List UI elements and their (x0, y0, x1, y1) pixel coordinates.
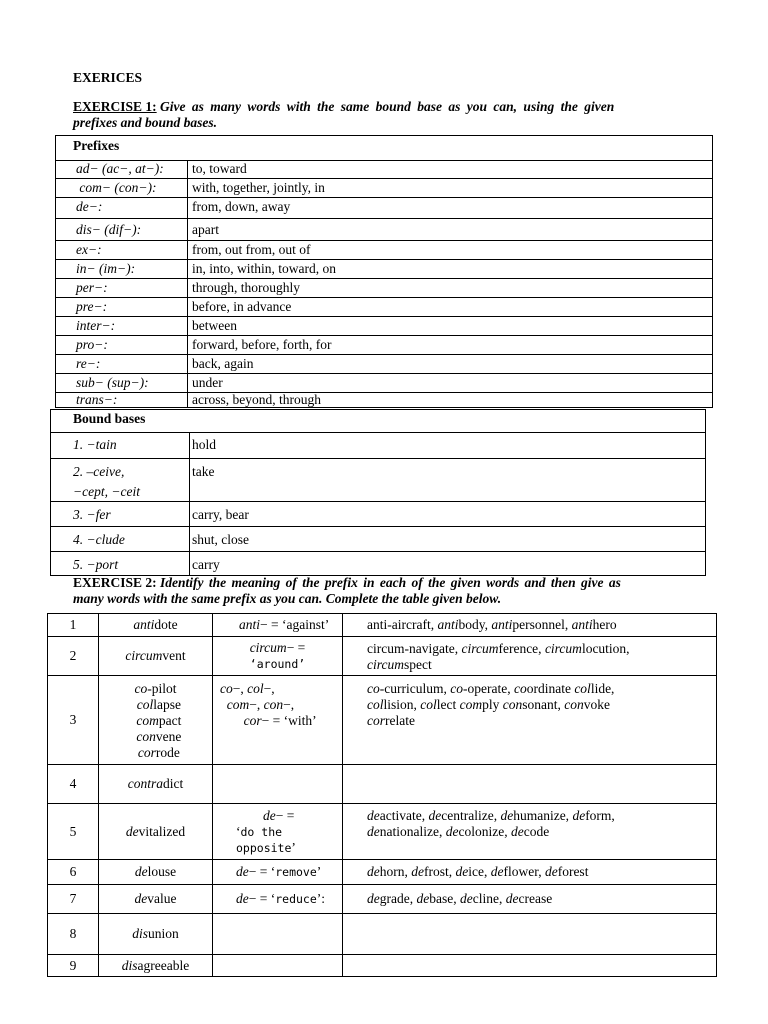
examples-cell (343, 955, 712, 977)
prefix-row (56, 355, 712, 374)
meaning-cell: through, thoroughly (192, 280, 300, 295)
bound-base-cell: 2. –ceive, −cept, −ceit (73, 464, 140, 499)
meaning-cell: back, again (192, 356, 254, 371)
table-row (48, 637, 716, 676)
table-row (48, 914, 716, 955)
meaning-cell (213, 765, 342, 803)
page-heading: EXERICES (73, 70, 143, 85)
bound-base-row (51, 459, 705, 502)
prefix-cell: in− (im−): (76, 261, 136, 276)
word-cell: contradict (127, 776, 184, 791)
prefixes-table (55, 135, 713, 408)
prefix-cell: com− (con−): (76, 180, 157, 195)
meaning-cell: across, beyond, through (192, 392, 321, 407)
meaning-cell: to, toward (192, 161, 247, 176)
meaning-cell: apart (192, 222, 219, 237)
word-cell: disunion (132, 926, 179, 941)
meaning-cell: de− = ‘do the opposite’ (236, 808, 296, 855)
word-cell: devitalized (125, 823, 186, 839)
prefix-cell: ex−: (76, 242, 102, 257)
meaning-cell: forward, before, forth, for (192, 337, 332, 352)
prefix-cell: inter−: (76, 318, 116, 333)
prefix-cell: pro−: (76, 337, 108, 352)
prefix-cell: sub− (sup−): (76, 375, 149, 390)
exercise1-instruction (73, 99, 698, 131)
prefix-cell: de−: (76, 199, 103, 214)
prefix-row (56, 160, 712, 179)
word-cell: antidote (133, 617, 178, 632)
exercise2-table (47, 613, 717, 977)
examples-cell: degrade, debase, decline, decrease (367, 891, 553, 906)
meaning-cell (213, 914, 342, 954)
prefixes-header-row (56, 136, 712, 161)
meaning-cell: between (192, 318, 237, 333)
table-row (48, 804, 716, 860)
prefix-row (56, 374, 712, 393)
examples-cell: dehorn, defrost, deice, deflower, deforest (367, 864, 589, 879)
prefix-cell: per−: (76, 280, 108, 295)
row-number: 2 (69, 648, 77, 663)
row-number: 8 (69, 926, 77, 941)
exercise2-text-line2: many words with the same prefix as you can. Complete the table given below. (73, 591, 502, 606)
meaning-cell: before, in advance (192, 299, 292, 314)
meaning-cell: with, together, jointly, in (192, 180, 325, 195)
meaning-cell: from, out from, out of (192, 242, 311, 257)
word-cell: circumvent (125, 648, 186, 663)
row-number: 4 (69, 776, 77, 791)
bound-base-cell: 3. −fer (73, 507, 111, 522)
word-cell: devalue (134, 891, 177, 906)
prefix-row (56, 179, 712, 198)
prefix-row (56, 260, 712, 279)
bound-base-cell: 4. −clude (73, 532, 125, 547)
examples-cell: co-curriculum, co-operate, coordinate collide, collision, collect comply consonant, convoke correlate (367, 681, 615, 728)
table-row (48, 765, 716, 804)
prefix-row (56, 241, 712, 260)
bound-base-row (51, 552, 705, 575)
row-number: 6 (69, 864, 77, 879)
examples-cell (343, 765, 712, 803)
meaning-cell: hold (192, 437, 217, 452)
bound-bases-header-row (51, 410, 705, 433)
exercise1-text-line2: prefixes and bound bases. (73, 115, 218, 130)
row-number: 9 (69, 958, 77, 973)
prefix-row (56, 336, 712, 355)
prefix-cell: pre−: (76, 299, 108, 314)
prefixes-header: Prefixes (73, 138, 120, 153)
exercise1-text-line1: Give as many words with the same bound base as you can, using the given (160, 99, 615, 114)
meaning-cell (213, 955, 342, 977)
table-row (48, 676, 716, 765)
meaning-cell: circum− = ‘around’ (249, 640, 306, 671)
prefix-cell: dis− (dif−): (76, 222, 142, 237)
exercise2-text-line1: Identify the meaning of the prefix in each of the given words and then give as (160, 575, 621, 590)
examples-cell: anti-aircraft, antibody, antipersonnel, antihero (367, 617, 617, 632)
bound-bases-table (50, 409, 706, 576)
prefix-row (56, 198, 712, 219)
row-number: 7 (69, 891, 77, 906)
prefix-row (56, 298, 712, 317)
prefix-cell: re−: (76, 356, 101, 371)
examples-cell (343, 914, 712, 954)
exercise1-label: EXERCISE 1: (73, 99, 157, 114)
bound-base-cell: 1. −tain (73, 437, 117, 452)
prefix-row (56, 279, 712, 298)
meaning-cell: from, down, away (192, 199, 291, 214)
meaning-cell: shut, close (192, 532, 249, 547)
prefix-row (56, 393, 712, 408)
bound-base-cell: 5. −port (73, 557, 119, 572)
table-row (48, 955, 716, 977)
bound-base-row (51, 527, 705, 552)
table-row (48, 860, 716, 885)
meaning-cell: de− = ‘reduce’: (236, 891, 326, 906)
meaning-cell: under (192, 375, 223, 390)
bound-bases-header: Bound bases (73, 411, 146, 426)
table-row (48, 885, 716, 914)
row-number: 3 (69, 712, 77, 727)
row-number: 5 (69, 823, 77, 839)
meaning-cell: co−, col−, com−, con−, cor− = ‘with’ (220, 681, 317, 728)
meaning-cell: take (192, 464, 215, 479)
exercise2-instruction (73, 575, 698, 607)
row-number: 1 (69, 617, 77, 632)
prefix-cell: ad− (ac−, at−): (76, 161, 164, 176)
meaning-cell: carry (192, 557, 220, 572)
bound-base-row (51, 432, 705, 459)
meaning-cell: de− = ‘remove’ (236, 864, 322, 879)
meaning-cell: anti− = ‘against’ (239, 617, 330, 632)
word-cell: delouse (134, 864, 177, 879)
meaning-cell: carry, bear (192, 507, 249, 522)
meaning-cell: in, into, within, toward, on (192, 261, 336, 276)
bound-base-row (51, 502, 705, 527)
word-cell: co-pilot collapse compact convene corrode (134, 681, 182, 760)
prefix-cell: trans−: (76, 392, 118, 407)
prefix-row (56, 317, 712, 336)
prefix-row (56, 219, 712, 241)
examples-cell: circum-navigate, circumference, circumlocution, circumspect (367, 641, 630, 672)
table-row (48, 614, 716, 637)
word-cell: disagreeable (121, 958, 190, 973)
examples-cell: deactivate, decentralize, dehumanize, deform, denationalize, decolonize, decode (367, 808, 615, 839)
exercise2-label: EXERCISE 2: (73, 575, 157, 590)
